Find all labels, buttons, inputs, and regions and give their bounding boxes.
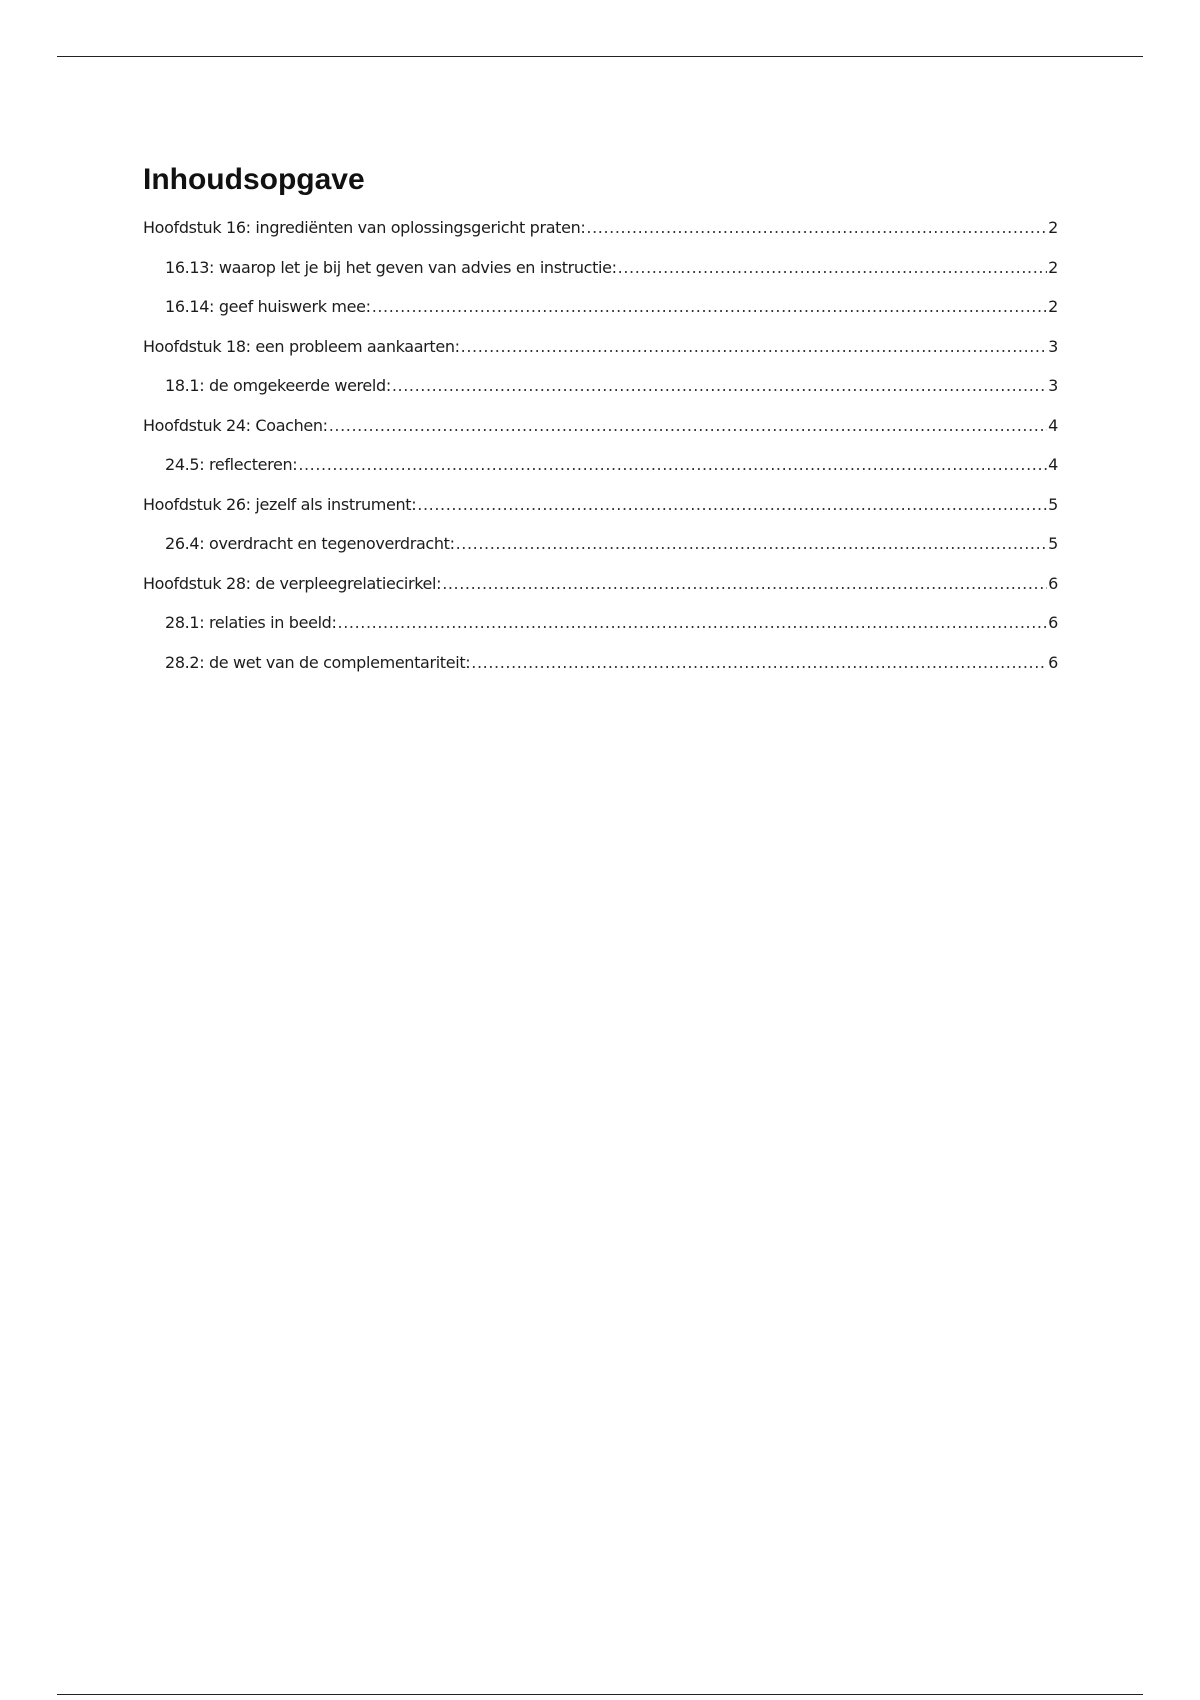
toc-entry-18-1[interactable] (143, 376, 1058, 416)
toc-entry-hoofdstuk-24[interactable] (143, 416, 1058, 456)
toc-entry-16-13[interactable] (143, 258, 1058, 298)
dot-leader (461, 337, 1048, 357)
dot-leader (586, 218, 1047, 238)
toc-entry-label: Hoofdstuk 18: een probleem aankaarten: (143, 336, 460, 356)
toc-entry-24-5[interactable] (143, 455, 1058, 495)
footer-rule (57, 1694, 1143, 1695)
toc-entry-page: 6 (1048, 652, 1058, 672)
dot-leader (298, 455, 1047, 475)
dot-leader (392, 376, 1047, 396)
toc-entry-label: Hoofdstuk 28: de verpleegrelatiecirkel: (143, 573, 442, 593)
toc-entry-label: Hoofdstuk 24: Coachen: (143, 415, 328, 435)
toc-title: Inhoudsopgave (143, 163, 365, 196)
dot-leader (618, 258, 1048, 278)
toc-entry-hoofdstuk-16[interactable] (143, 218, 1058, 258)
toc-entry-page: 5 (1048, 494, 1058, 514)
dot-leader (338, 613, 1048, 633)
toc-entry-hoofdstuk-26[interactable] (143, 495, 1058, 535)
toc-entry-page: 6 (1048, 573, 1058, 593)
toc-entry-label: 28.2: de wet van de complementariteit: (165, 652, 471, 672)
toc-entry-16-14[interactable] (143, 297, 1058, 337)
toc-entry-label: 26.4: overdracht en tegenoverdracht: (165, 534, 455, 553)
toc-entry-label: 16.13: waarop let je bij het geven van advies en instructie: (165, 257, 617, 277)
toc-entry-page: 3 (1048, 376, 1058, 395)
toc-entry-28-2[interactable] (143, 653, 1058, 693)
toc-entry-page: 5 (1048, 534, 1058, 553)
toc-entry-label: 24.5: reflecteren: (165, 455, 298, 474)
header-rule (57, 56, 1143, 57)
dot-leader (329, 416, 1047, 436)
toc-entry-label: 16.14: geef huiswerk mee: (165, 297, 371, 316)
toc-entry-hoofdstuk-28[interactable] (143, 574, 1058, 614)
toc-entry-label: Hoofdstuk 26: jezelf als instrument: (143, 494, 417, 514)
toc-entry-26-4[interactable] (143, 534, 1058, 574)
toc-entry-page: 6 (1048, 613, 1058, 632)
toc-entry-page: 4 (1048, 415, 1058, 435)
toc-entry-page: 2 (1048, 257, 1058, 277)
table-of-contents (143, 162, 1058, 692)
dot-leader (417, 495, 1047, 515)
toc-entry-label: 18.1: de omgekeerde wereld: (165, 376, 391, 395)
toc-entry-label: Hoofdstuk 16: ingrediënten van oplossingsgericht praten: (143, 218, 586, 237)
dot-leader (372, 297, 1047, 317)
toc-entry-page: 2 (1048, 297, 1058, 316)
dot-leader (471, 653, 1047, 673)
toc-entry-page: 3 (1048, 336, 1058, 356)
dot-leader (442, 574, 1047, 594)
toc-entry-page: 4 (1048, 455, 1058, 474)
toc-entry-label: 28.1: relaties in beeld: (165, 613, 337, 632)
toc-entry-28-1[interactable] (143, 613, 1058, 653)
toc-entry-page: 2 (1048, 218, 1058, 237)
dot-leader (456, 534, 1048, 554)
toc-entry-hoofdstuk-18[interactable] (143, 337, 1058, 377)
